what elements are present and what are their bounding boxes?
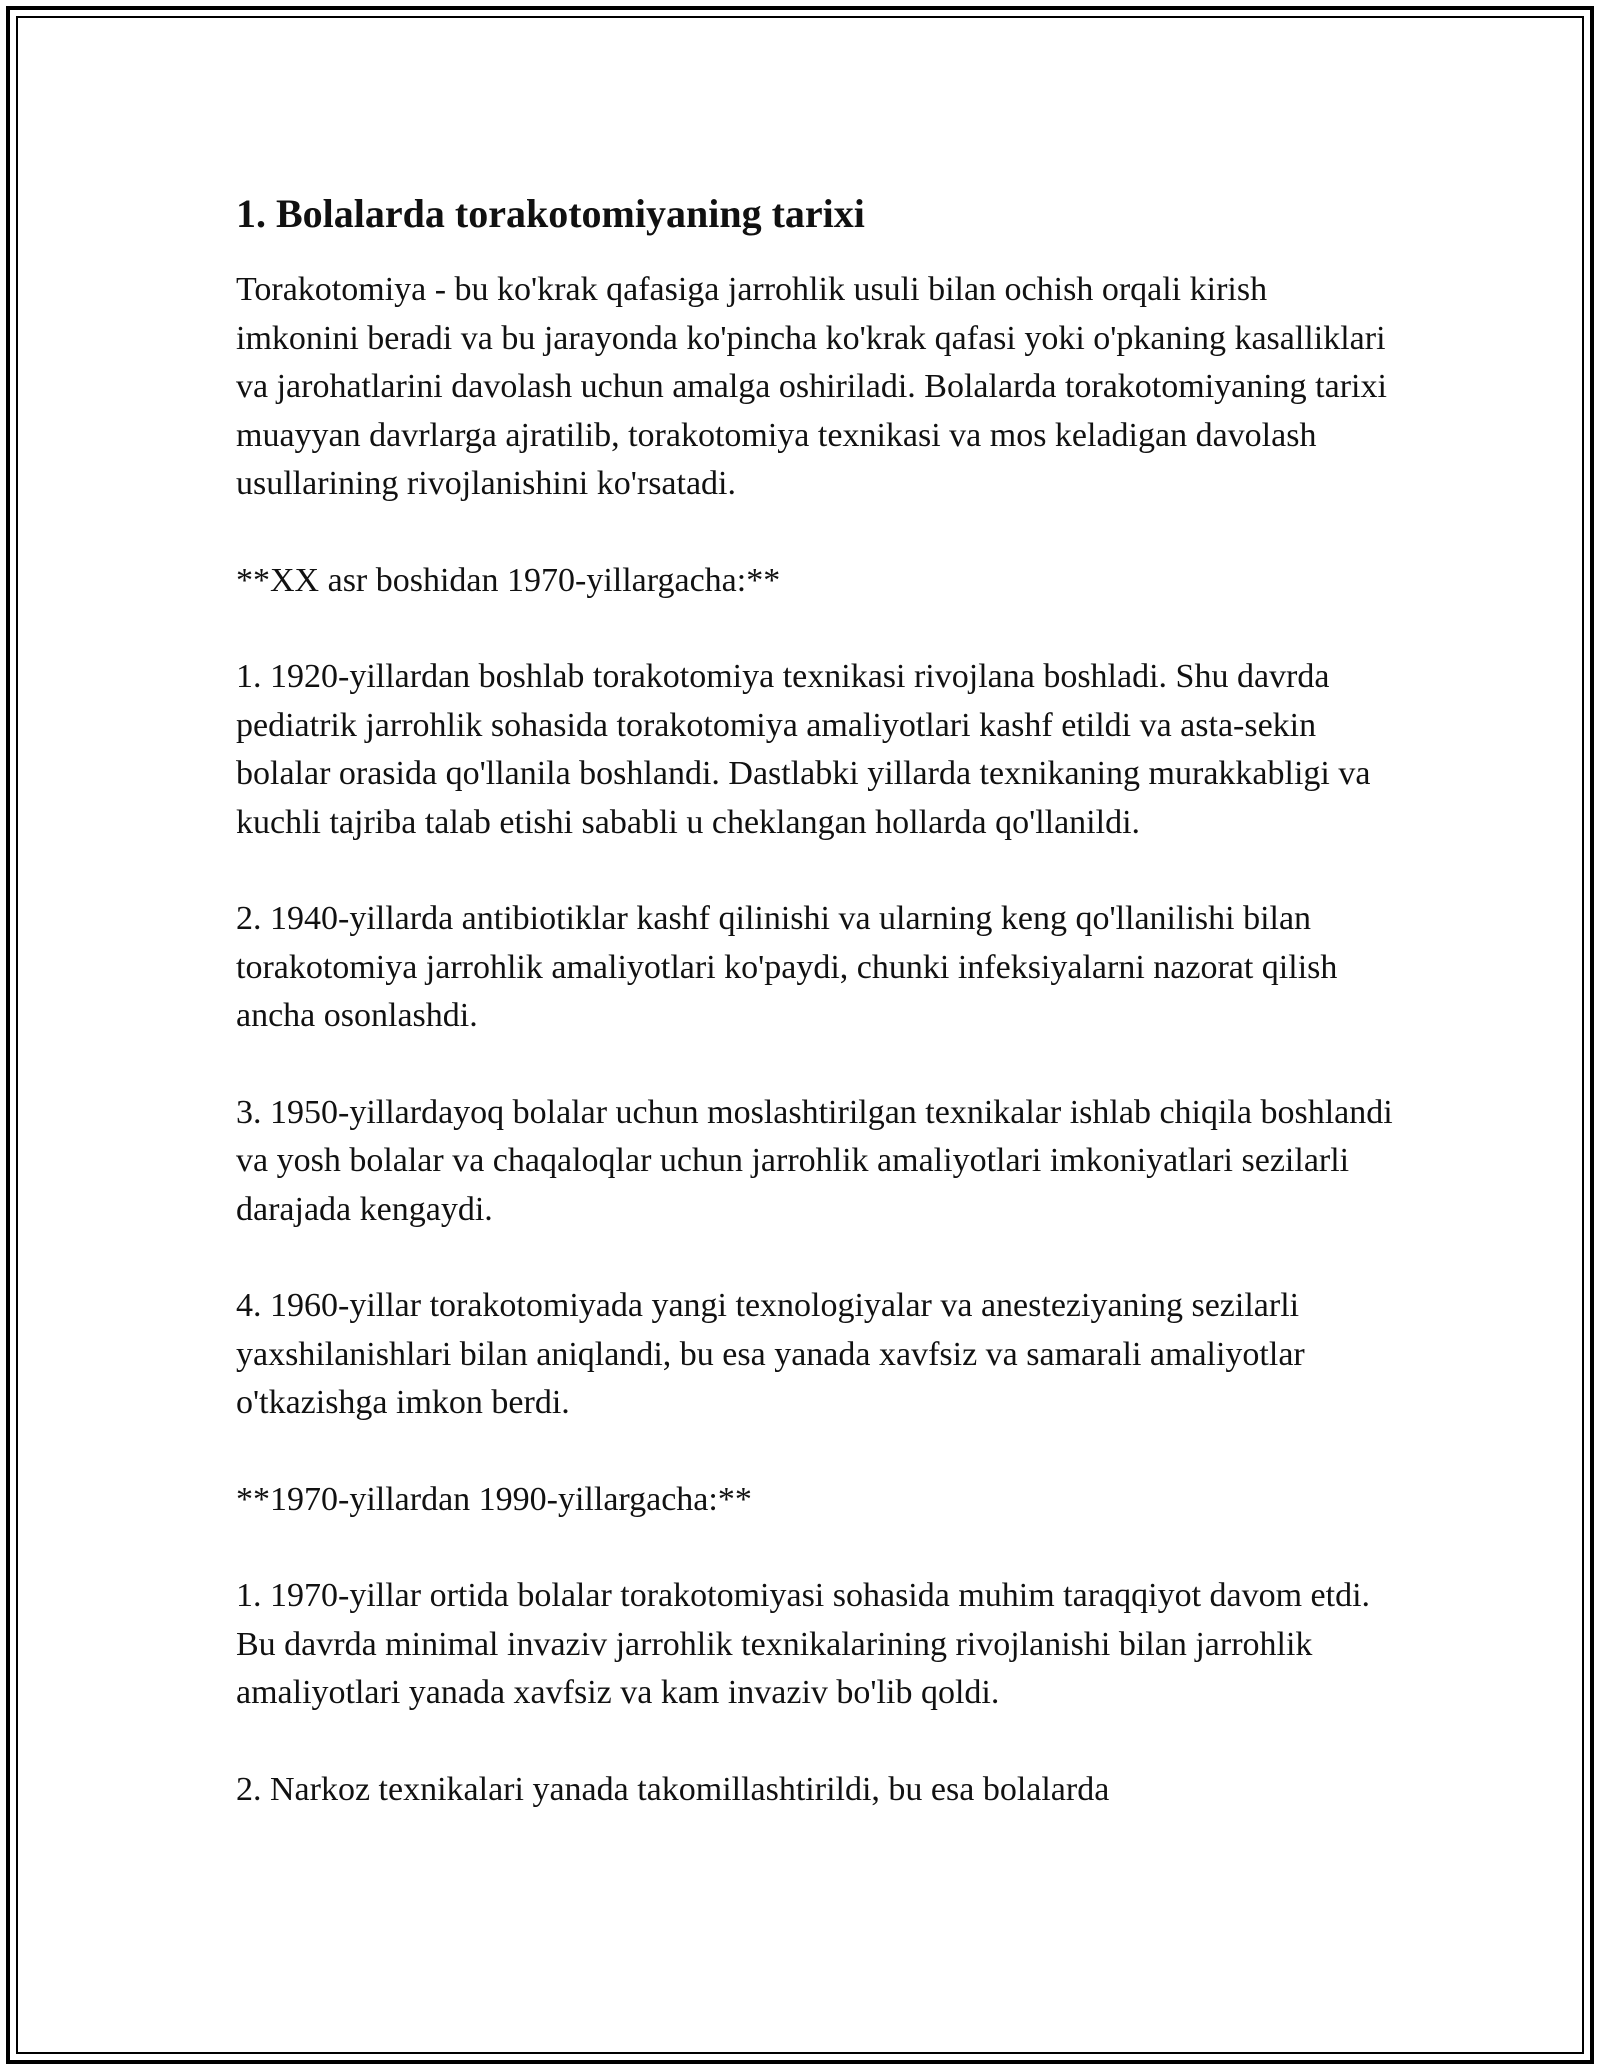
document-title: 1. Bolalarda torakotomiyaning tarixi: [236, 191, 865, 236]
list-item: 2. 1940-yillarda antibiotiklar kashf qilinishi va ularning keng qo'llanilishi bilan torakotomiya jarrohlik amaliyotlari ko'paydi, chunki infeksiyalarni nazorat qilish ancha osonlashdi.: [236, 900, 1338, 1034]
document-body: [236, 188, 1396, 1862]
list-item: 2. Narkoz texnikalari yanada takomillashtirildi, bu esa bolalarda: [236, 1770, 1110, 1808]
list-item: 4. 1960-yillar torakotomiyada yangi texnologiyalar va anesteziyaning sezilarli yaxshilanishlari bilan aniqlandi, bu esa yanada xavfsiz va samarali amaliyotlar o'tkazishga imkon berdi.: [236, 1287, 1305, 1421]
section-heading: **1970-yillardan 1990-yillargacha:**: [236, 1480, 752, 1518]
intro-paragraph: Torakotomiya - bu ko'krak qafasiga jarrohlik usuli bilan ochish orqali kirish imkonini beradi va bu jarayonda ko'pincha ko'krak qafasi yoki o'pkaning kasalliklari va jarohatlarini davolash uchun amalga oshiriladi. Bolalarda torakotomiyaning tarixi muayyan davrlarga ajratilib, torakotomiya texnikasi va mos keladigan davolash usullarining rivojlanishini ko'rsatadi.: [236, 271, 1387, 502]
section-heading: **XX asr boshidan 1970-yillargacha:**: [236, 561, 781, 599]
list-item: 1. 1920-yillardan boshlab torakotomiya texnikasi rivojlana boshladi. Shu davrda pediatrik jarrohlik sohasida torakotomiya amaliyotlari kashf etildi va asta-sekin bolalar orasida qo'llanila boshlandi. Dastlabki yillarda texnikaning murakkabligi va kuchli tajriba talab etishi sababli u cheklangan hollarda qo'llanildi.: [236, 658, 1371, 841]
list-item: 3. 1950-yillardayoq bolalar uchun moslashtirilgan texnikalar ishlab chiqila boshlandi va yosh bolalar va chaqaloqlar uchun jarrohlik amaliyotlari imkoniyatlari sezilarli darajada kengaydi.: [236, 1093, 1393, 1228]
list-item: 1. 1970-yillar ortida bolalar torakotomiyasi sohasida muhim taraqqiyot davom etdi. Bu davrda minimal invaziv jarrohlik texnikalarining rivojlanishi bilan jarrohlik amaliyotlari yanada xavfsiz va kam invaziv bo'lib qoldi.: [236, 1577, 1371, 1711]
